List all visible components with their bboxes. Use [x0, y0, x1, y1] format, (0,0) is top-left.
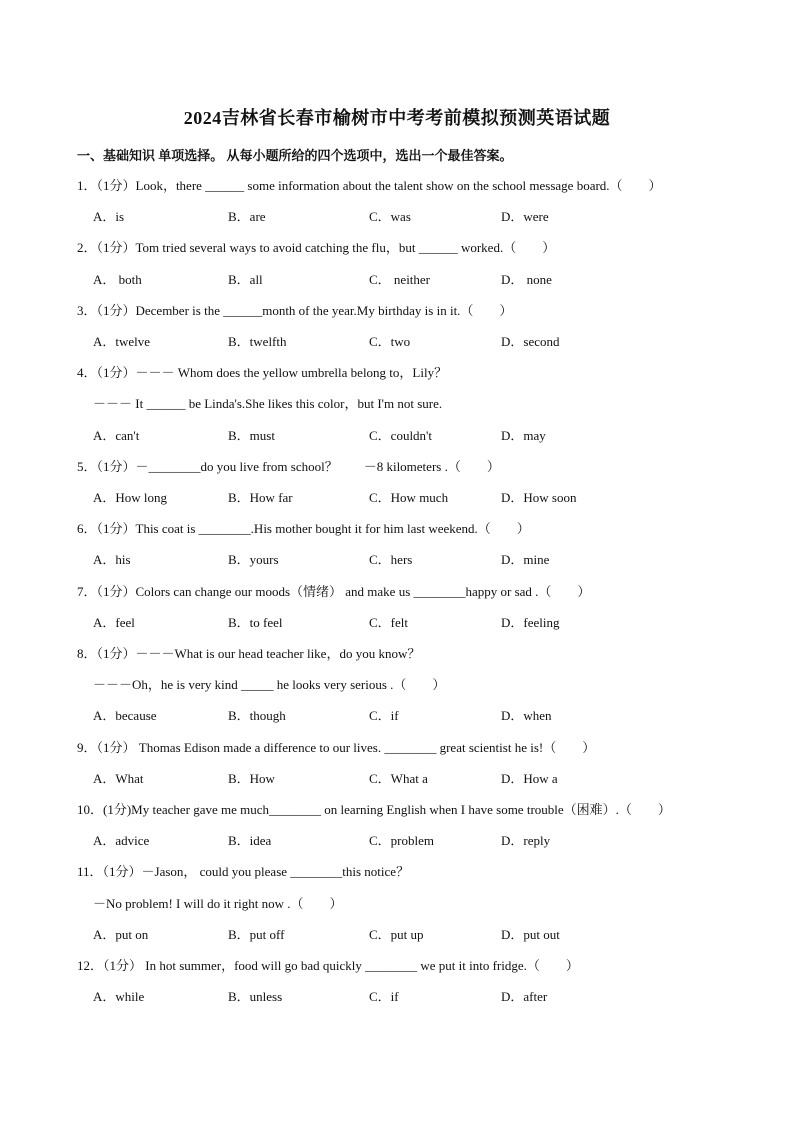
option-c[interactable]: C．What a: [369, 771, 428, 786]
option-c[interactable]: C．if: [369, 708, 399, 723]
option-a[interactable]: A． both: [93, 272, 142, 287]
question-4: 4．（1分）－－－ Whom does the yellow umbrella belong to，Lily？: [77, 365, 448, 380]
option-b[interactable]: B．yours: [228, 552, 279, 567]
question-9: 9．（1分） Thomas Edison made a difference to our lives. ________ great scientist he is!（ ）: [77, 740, 596, 755]
page-title: 2024吉林省长春市榆树市中考考前模拟预测英语试题: [183, 108, 611, 128]
option-d[interactable]: D．may: [501, 428, 546, 443]
option-b[interactable]: B．put off: [228, 927, 285, 942]
question-4-line-2: －－－ It ______ be Linda's.She likes this color，but I'm not sure.: [93, 396, 443, 411]
option-a[interactable]: A．while: [93, 989, 145, 1004]
question-11-line-2: －No problem! I will do it right now .（ ）: [93, 896, 343, 911]
option-d[interactable]: D．put out: [501, 927, 560, 942]
option-a[interactable]: A．can't: [93, 428, 140, 443]
option-d[interactable]: D．mine: [501, 552, 550, 567]
option-d[interactable]: D．after: [501, 989, 548, 1004]
option-c[interactable]: C．if: [369, 989, 399, 1004]
option-c[interactable]: C． neither: [369, 272, 431, 287]
option-a[interactable]: A．feel: [93, 615, 135, 630]
option-c[interactable]: C．couldn't: [369, 428, 433, 443]
question-5: 5．（1分）－________do you live from school？ －8 kilometers .（ ）: [77, 459, 500, 474]
option-a[interactable]: A．What: [93, 771, 144, 786]
option-a[interactable]: A．is: [93, 209, 125, 224]
section-heading: 一、基础知识 单项选择。 从每小题所给的四个选项中，选出一个最佳答案。: [77, 148, 513, 163]
option-b[interactable]: B．though: [228, 708, 286, 723]
option-d[interactable]: D．when: [501, 708, 552, 723]
option-b[interactable]: B．How far: [228, 490, 293, 505]
option-b[interactable]: B．How: [228, 771, 275, 786]
option-c[interactable]: C．How much: [369, 490, 449, 505]
option-d[interactable]: D．second: [501, 334, 560, 349]
option-d[interactable]: D．feeling: [501, 615, 560, 630]
question-8-line-2: －－－Oh，he is very kind _____ he looks very serious .（ ）: [93, 677, 446, 692]
question-2: 2．（1分）Tom tried several ways to avoid catching the flu，but ______ worked.（ ）: [77, 240, 556, 255]
option-b[interactable]: B．twelfth: [228, 334, 287, 349]
option-c[interactable]: C．two: [369, 334, 411, 349]
option-b[interactable]: B．must: [228, 428, 275, 443]
question-1: 1．（1分）Look，there ______ some information about the talent show on the school message board.（ ）: [77, 178, 662, 193]
question-6: 6．（1分）This coat is ________.His mother bought it for him last weekend.（ ）: [77, 521, 530, 536]
option-a[interactable]: A．put on: [93, 927, 149, 942]
question-7: 7．（1分）Colors can change our moods（情绪） and make us ________happy or sad .（ ）: [77, 584, 591, 599]
option-d[interactable]: D． none: [501, 272, 552, 287]
option-a[interactable]: A．How long: [93, 490, 168, 505]
option-d[interactable]: D．How a: [501, 771, 558, 786]
question-8: 8．（1分）－－－What is our head teacher like，do you know？: [77, 646, 421, 661]
option-d[interactable]: D．reply: [501, 833, 551, 848]
question-3: 3．（1分）December is the ______month of the year.My birthday is in it.（ ）: [77, 303, 513, 318]
option-a[interactable]: A．his: [93, 552, 131, 567]
option-a[interactable]: A．twelve: [93, 334, 151, 349]
option-c[interactable]: C．hers: [369, 552, 413, 567]
option-b[interactable]: B．idea: [228, 833, 272, 848]
question-12: 12．（1分） In hot summer，food will go bad quickly ________ we put it into fridge.（ ）: [77, 958, 579, 973]
option-d[interactable]: D．How soon: [501, 490, 577, 505]
option-c[interactable]: C．problem: [369, 833, 434, 848]
option-c[interactable]: C．put up: [369, 927, 424, 942]
question-10: 10．(1分)My teacher gave me much________ on learning English when I have some trouble（困难）.（ ）: [77, 802, 671, 817]
option-c[interactable]: C．felt: [369, 615, 408, 630]
option-b[interactable]: B．unless: [228, 989, 283, 1004]
option-a[interactable]: A．advice: [93, 833, 150, 848]
option-d[interactable]: D．were: [501, 209, 549, 224]
option-c[interactable]: C．was: [369, 209, 411, 224]
option-b[interactable]: B．to feel: [228, 615, 283, 630]
question-11: 11．（1分）－Jason， could you please ________this notice？: [77, 864, 410, 879]
option-b[interactable]: B．are: [228, 209, 266, 224]
option-a[interactable]: A．because: [93, 708, 157, 723]
option-b[interactable]: B．all: [228, 272, 263, 287]
